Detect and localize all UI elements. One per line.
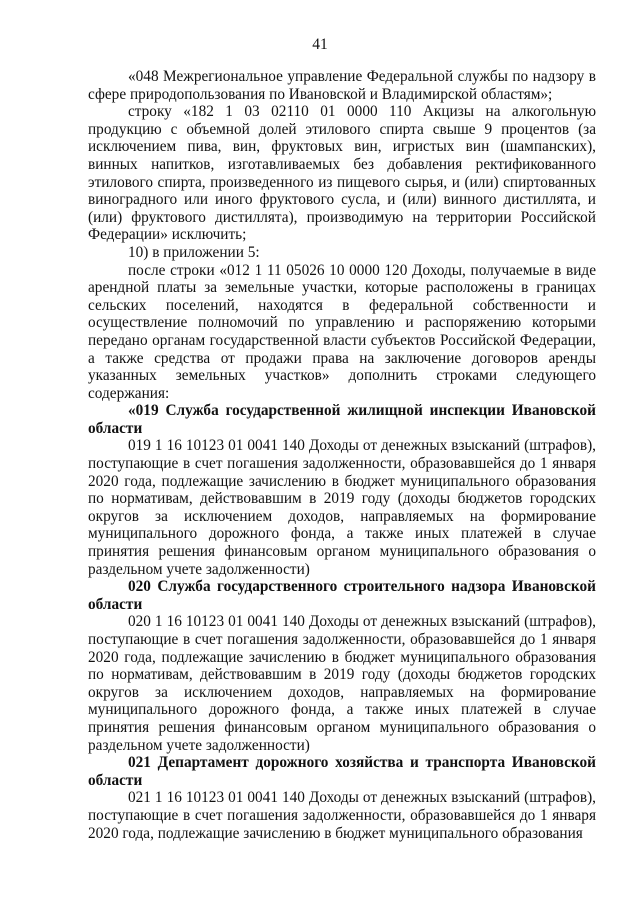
paragraph-excise-exclusion: строку «182 1 03 02110 01 0000 110 Акцизы на алкогольную продукцию с объемной долей этилового спирта свыше 9 процентов (за исключением пива, вин, фруктовых вин, игристых вин (шампанских), винных напитков, изготавливаемых без добавления ректификованного этилового спирта, произведенного из пищевого сырья, и (или) спиртованных виноградного или иного фруктового сусла, и (или) винного дистиллята, и (или) фруктового дистиллята), производимую на территории Российской Федерации» исключить; <box>88 103 596 244</box>
paragraph-code-019: 019 1 16 10123 01 0041 140 Доходы от денежных взысканий (штрафов), поступающие в счет погашения задолженности, образовавшейся до 1 января 2020 года, подлежащие зачислению в бюджет муниципального образования по нормативам, действовавшим в 2019 году (доходы бюджетов городских округов за исключением доходов, направляемых на формирование муниципального дорожного фонда, а также иных платежей в случае принятия решения финансовым органом муниципального образования о раздельном учете задолженности) <box>88 437 596 578</box>
paragraph-code-021: 021 1 16 10123 01 0041 140 Доходы от денежных взысканий (штрафов), поступающие в счет погашения задолженности, образовавшейся до 1 января 2020 года, подлежащие зачислению в бюджет муниципального образования <box>88 789 596 842</box>
paragraph-after-line-012: после строки «012 1 11 05026 10 0000 120 Доходы, получаемые в виде арендной платы за земельные участки, которые расположены в границах сельских поселений, находятся в федеральной собственности и осуществление полномочий по управлению и распоряжению которыми передано органам государственной власти субъектов Российской Федерации, а также средства от продажи права на заключение договоров аренды указанных земельных участков» дополнить строками следующего содержания: <box>88 261 596 402</box>
paragraph-code-020: 020 1 16 10123 01 0041 140 Доходы от денежных взысканий (штрафов), поступающие в счет погашения задолженности, образовавшейся до 1 января 2020 года, подлежащие зачислению в бюджет муниципального образования по нормативам, действовавшим в 2019 году (доходы бюджетов городских округов за исключением доходов, направляемых на формирование муниципального дорожного фонда, а также иных платежей в случае принятия решения финансовым органом муниципального образования о раздельном учете задолженности) <box>88 613 596 754</box>
paragraph-agency-048: «048 Межрегиональное управление Федеральной службы по надзору в сфере природопользования по Ивановской и Владимирской областям»; <box>88 68 596 103</box>
heading-agency-020: 020 Служба государственного строительного надзора Ивановской области <box>88 578 596 613</box>
page-number: 41 <box>312 36 328 53</box>
heading-agency-021: 021 Департамент дорожного хозяйства и транспорта Ивановской области <box>88 754 596 789</box>
document-body <box>88 68 596 842</box>
heading-agency-019: «019 Служба государственной жилищной инспекции Ивановской области <box>88 402 596 437</box>
paragraph-appendix-5: 10) в приложении 5: <box>128 243 260 261</box>
